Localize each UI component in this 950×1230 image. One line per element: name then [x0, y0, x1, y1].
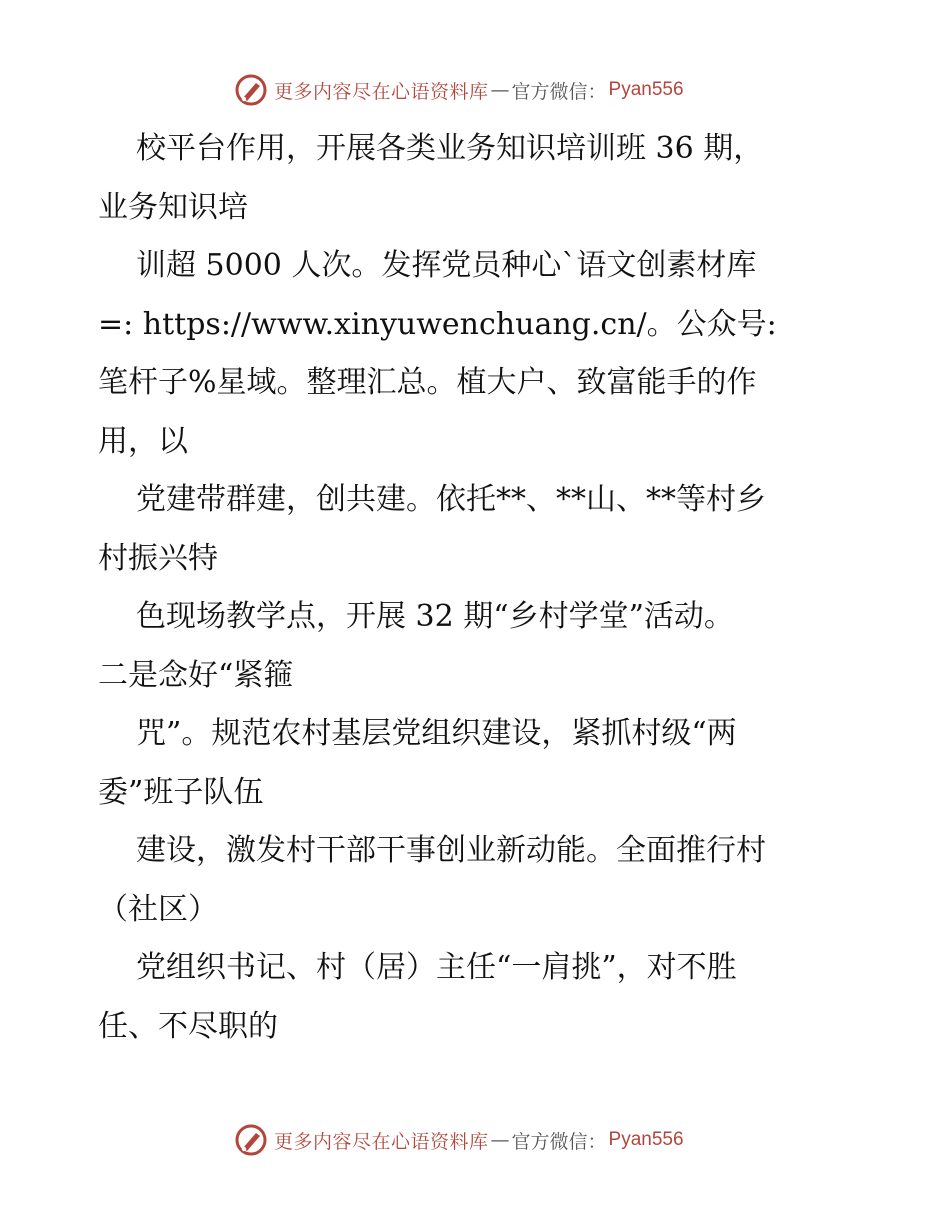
text-line: 校平台作用，开展各类业务知识培训班 36 期， — [136, 131, 764, 166]
text-line: 用，以 — [98, 423, 188, 459]
banner-wechat-id: Pyan556 — [608, 79, 684, 100]
body-text — [98, 120, 858, 1056]
banner-wechat-id: Pyan556 — [608, 1129, 684, 1150]
text-line: 训超 5000 人次。发挥党员种心`语文创素材库 — [136, 248, 757, 283]
text-line: =: https://www.xinyuwenchuang.cn/。公众号: — [98, 306, 777, 342]
banner-wechat-label: 官方微信： — [511, 80, 607, 103]
banner-title: 更多内容尽在心语资料库 — [274, 1130, 489, 1153]
banner-wechat-label: 官方微信： — [511, 1130, 607, 1153]
text-line: 村振兴特 — [98, 540, 218, 576]
text-line: 党建带群建，创共建。依托**、**山、**等村乡 — [136, 482, 766, 517]
text-line: 笔杆子%星域。整理汇总。植大户、致富能手的作 — [98, 365, 757, 400]
pen-logo-icon — [234, 1123, 268, 1157]
banner-separator: — — [490, 79, 510, 101]
banner-title: 更多内容尽在心语资料库 — [274, 80, 489, 103]
footer-banner — [234, 1122, 684, 1158]
text-line: 色现场教学点，开展 32 期“乡村学堂”活动。 — [136, 599, 734, 634]
pen-logo-icon — [234, 73, 268, 107]
text-line: （社区） — [98, 891, 218, 927]
text-line: 业务知识培 — [98, 189, 248, 225]
text-line: 党组织书记、村（居）主任“一肩挑”，对不胜 — [136, 950, 737, 985]
text-line: 咒”。规范农村基层党组织建设，紧抓村级“两 — [136, 716, 737, 751]
header-banner — [234, 72, 684, 108]
text-line: 任、不尽职的 — [98, 1008, 278, 1044]
text-line: 建设，激发村干部干事创业新动能。全面推行村 — [136, 833, 766, 868]
banner-separator: — — [490, 1129, 510, 1151]
text-line: 二是念好“紧箍 — [98, 657, 294, 693]
text-line: 委”班子队伍 — [98, 774, 264, 810]
